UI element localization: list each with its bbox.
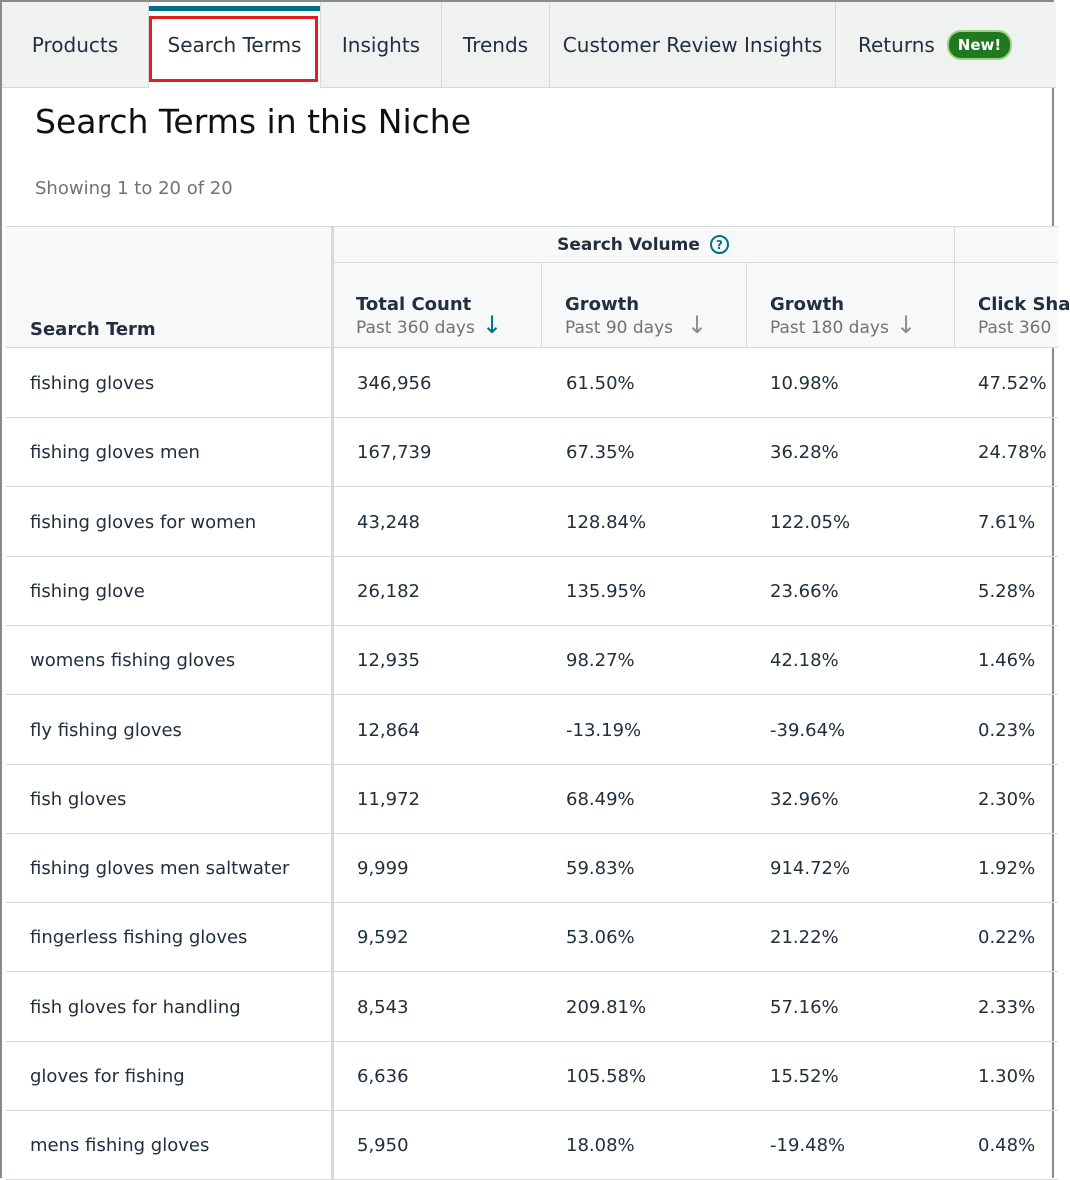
- column-divider: [746, 263, 747, 348]
- column-title: Total Count: [356, 294, 472, 315]
- table-row[interactable]: [6, 557, 1058, 626]
- cell-growth-180: -39.64%: [770, 719, 846, 741]
- cell-search-term[interactable]: fishing glove: [30, 580, 145, 602]
- cell-growth-180: 32.96%: [770, 788, 839, 810]
- results-count: Showing 1 to 20 of 20: [35, 178, 233, 199]
- cell-search-term[interactable]: womens fishing gloves: [30, 650, 236, 672]
- tab-customer-review-insights[interactable]: [550, 2, 836, 88]
- cell-growth-180: 122.05%: [770, 511, 851, 533]
- table-row[interactable]: [6, 973, 1058, 1042]
- cell-click-share: 0.48%: [978, 1135, 1036, 1157]
- column-header-search-term[interactable]: [6, 226, 332, 348]
- cell-growth-90: 18.08%: [566, 1135, 635, 1157]
- column-title: Search Term: [30, 319, 156, 340]
- cell-total-count: 12,935: [357, 650, 420, 672]
- tab-label: Trends: [462, 33, 529, 57]
- cell-growth-90: 98.27%: [566, 650, 635, 672]
- cell-search-term[interactable]: mens fishing gloves: [30, 1135, 210, 1157]
- tab-bar: [2, 2, 1056, 88]
- column-header-growth-90[interactable]: [541, 263, 746, 348]
- cell-growth-180: 21.22%: [770, 927, 839, 949]
- column-title: Growth: [565, 294, 640, 315]
- group-header-label: Search Volume: [557, 234, 700, 255]
- cell-click-share: 1.92%: [978, 858, 1036, 880]
- cell-click-share: 47.52%: [978, 373, 1047, 394]
- cell-growth-180: -19.48%: [770, 1135, 846, 1157]
- highlight-box: [149, 16, 318, 82]
- table-row[interactable]: [6, 488, 1058, 557]
- cell-growth-90: 53.06%: [566, 927, 635, 949]
- tab-insights[interactable]: [321, 2, 442, 88]
- tab-products[interactable]: [2, 2, 149, 88]
- cell-click-share: 7.61%: [978, 511, 1036, 533]
- cell-total-count: 8,543: [357, 996, 409, 1018]
- cell-growth-180: 36.28%: [770, 442, 839, 464]
- cell-growth-180: 23.66%: [770, 580, 839, 602]
- cell-total-count: 5,950: [357, 1135, 409, 1157]
- cell-search-term[interactable]: fly fishing gloves: [30, 719, 182, 741]
- cell-search-term[interactable]: fish gloves for handling: [30, 996, 241, 1018]
- tab-label: Search Terms: [167, 33, 302, 57]
- sort-arrow-down-icon[interactable]: ↓: [896, 311, 917, 339]
- cell-total-count: 6,636: [357, 1066, 409, 1087]
- cell-total-count: 11,972: [357, 788, 420, 810]
- cell-growth-90: 68.49%: [566, 788, 635, 810]
- table-row[interactable]: [6, 1042, 1058, 1111]
- cell-search-term[interactable]: fishing gloves men saltwater: [30, 858, 290, 880]
- cell-click-share: 1.30%: [978, 1066, 1036, 1087]
- cell-click-share: 2.30%: [978, 788, 1036, 810]
- cell-growth-180: 10.98%: [770, 373, 839, 394]
- cell-growth-180: 914.72%: [770, 858, 851, 880]
- tab-returns[interactable]: [836, 2, 1054, 88]
- column-divider: [541, 263, 542, 348]
- table-row[interactable]: [6, 834, 1058, 903]
- cell-search-term[interactable]: fingerless fishing gloves: [30, 927, 248, 949]
- column-subtitle: Past 360 days: [356, 318, 475, 338]
- cell-click-share: 0.23%: [978, 719, 1036, 741]
- cell-total-count: 9,592: [357, 927, 409, 949]
- tab-trends[interactable]: [442, 2, 550, 88]
- table-row[interactable]: [6, 626, 1058, 695]
- cell-total-count: 43,248: [357, 511, 420, 533]
- tab-label: Customer Review Insights: [562, 33, 823, 57]
- help-icon[interactable]: ?: [710, 235, 729, 254]
- cell-growth-90: 135.95%: [566, 580, 647, 602]
- cell-search-term[interactable]: fishing gloves men: [30, 442, 200, 464]
- column-title: Growth: [770, 294, 845, 315]
- column-subtitle: Past 180 days: [770, 318, 889, 338]
- column-subtitle: Past 90 days: [565, 318, 673, 338]
- cell-growth-180: 57.16%: [770, 996, 839, 1018]
- new-badge: New!: [947, 30, 1012, 60]
- cell-click-share: 5.28%: [978, 580, 1036, 602]
- cell-growth-90: -13.19%: [566, 719, 642, 741]
- cell-growth-90: 59.83%: [566, 858, 635, 880]
- cell-growth-90: 61.50%: [566, 373, 635, 394]
- table-row[interactable]: [6, 418, 1058, 487]
- tab-label: Returns: [858, 33, 935, 57]
- column-title: Click Sha: [978, 294, 1070, 315]
- cell-search-term[interactable]: fishing gloves: [30, 373, 155, 394]
- sort-arrow-down-icon[interactable]: ↓: [687, 311, 708, 339]
- cell-search-term[interactable]: fishing gloves for women: [30, 511, 257, 533]
- column-header-click-share[interactable]: [954, 263, 1070, 348]
- table-row[interactable]: [6, 1111, 1058, 1180]
- table-row[interactable]: [6, 903, 1058, 972]
- cell-growth-90: 105.58%: [566, 1066, 647, 1087]
- table-row[interactable]: [6, 696, 1058, 765]
- table-row[interactable]: [6, 765, 1058, 834]
- cell-total-count: 12,864: [357, 719, 420, 741]
- tab-label: Products: [31, 33, 119, 57]
- column-divider: [954, 226, 955, 348]
- cell-growth-90: 209.81%: [566, 996, 647, 1018]
- cell-growth-180: 42.18%: [770, 650, 839, 672]
- column-subtitle: Past 360: [978, 318, 1052, 338]
- cell-click-share: 0.22%: [978, 927, 1036, 949]
- cell-click-share: 2.33%: [978, 996, 1036, 1018]
- cell-growth-90: 128.84%: [566, 511, 647, 533]
- cell-search-term[interactable]: fish gloves: [30, 788, 127, 810]
- column-header-growth-180[interactable]: [746, 263, 954, 348]
- cell-growth-180: 15.52%: [770, 1066, 839, 1087]
- page-title: Search Terms in this Niche: [35, 102, 472, 141]
- table-row[interactable]: [6, 349, 1058, 418]
- cell-total-count: 26,182: [357, 580, 420, 602]
- cell-total-count: 9,999: [357, 858, 409, 880]
- tab-label: Insights: [341, 33, 421, 57]
- cell-total-count: 167,739: [357, 442, 432, 464]
- cell-click-share: 24.78%: [978, 442, 1047, 464]
- cell-growth-90: 67.35%: [566, 442, 635, 464]
- cell-search-term[interactable]: gloves for fishing: [30, 1066, 185, 1087]
- cell-click-share: 1.46%: [978, 650, 1036, 672]
- tab-search-terms[interactable]: [149, 2, 321, 89]
- cell-total-count: 346,956: [357, 373, 432, 394]
- group-header-search-volume: [332, 226, 954, 263]
- sort-arrow-down-icon[interactable]: ↓: [482, 311, 503, 339]
- group-header-next: [954, 226, 1058, 263]
- column-header-total-count[interactable]: [332, 263, 541, 348]
